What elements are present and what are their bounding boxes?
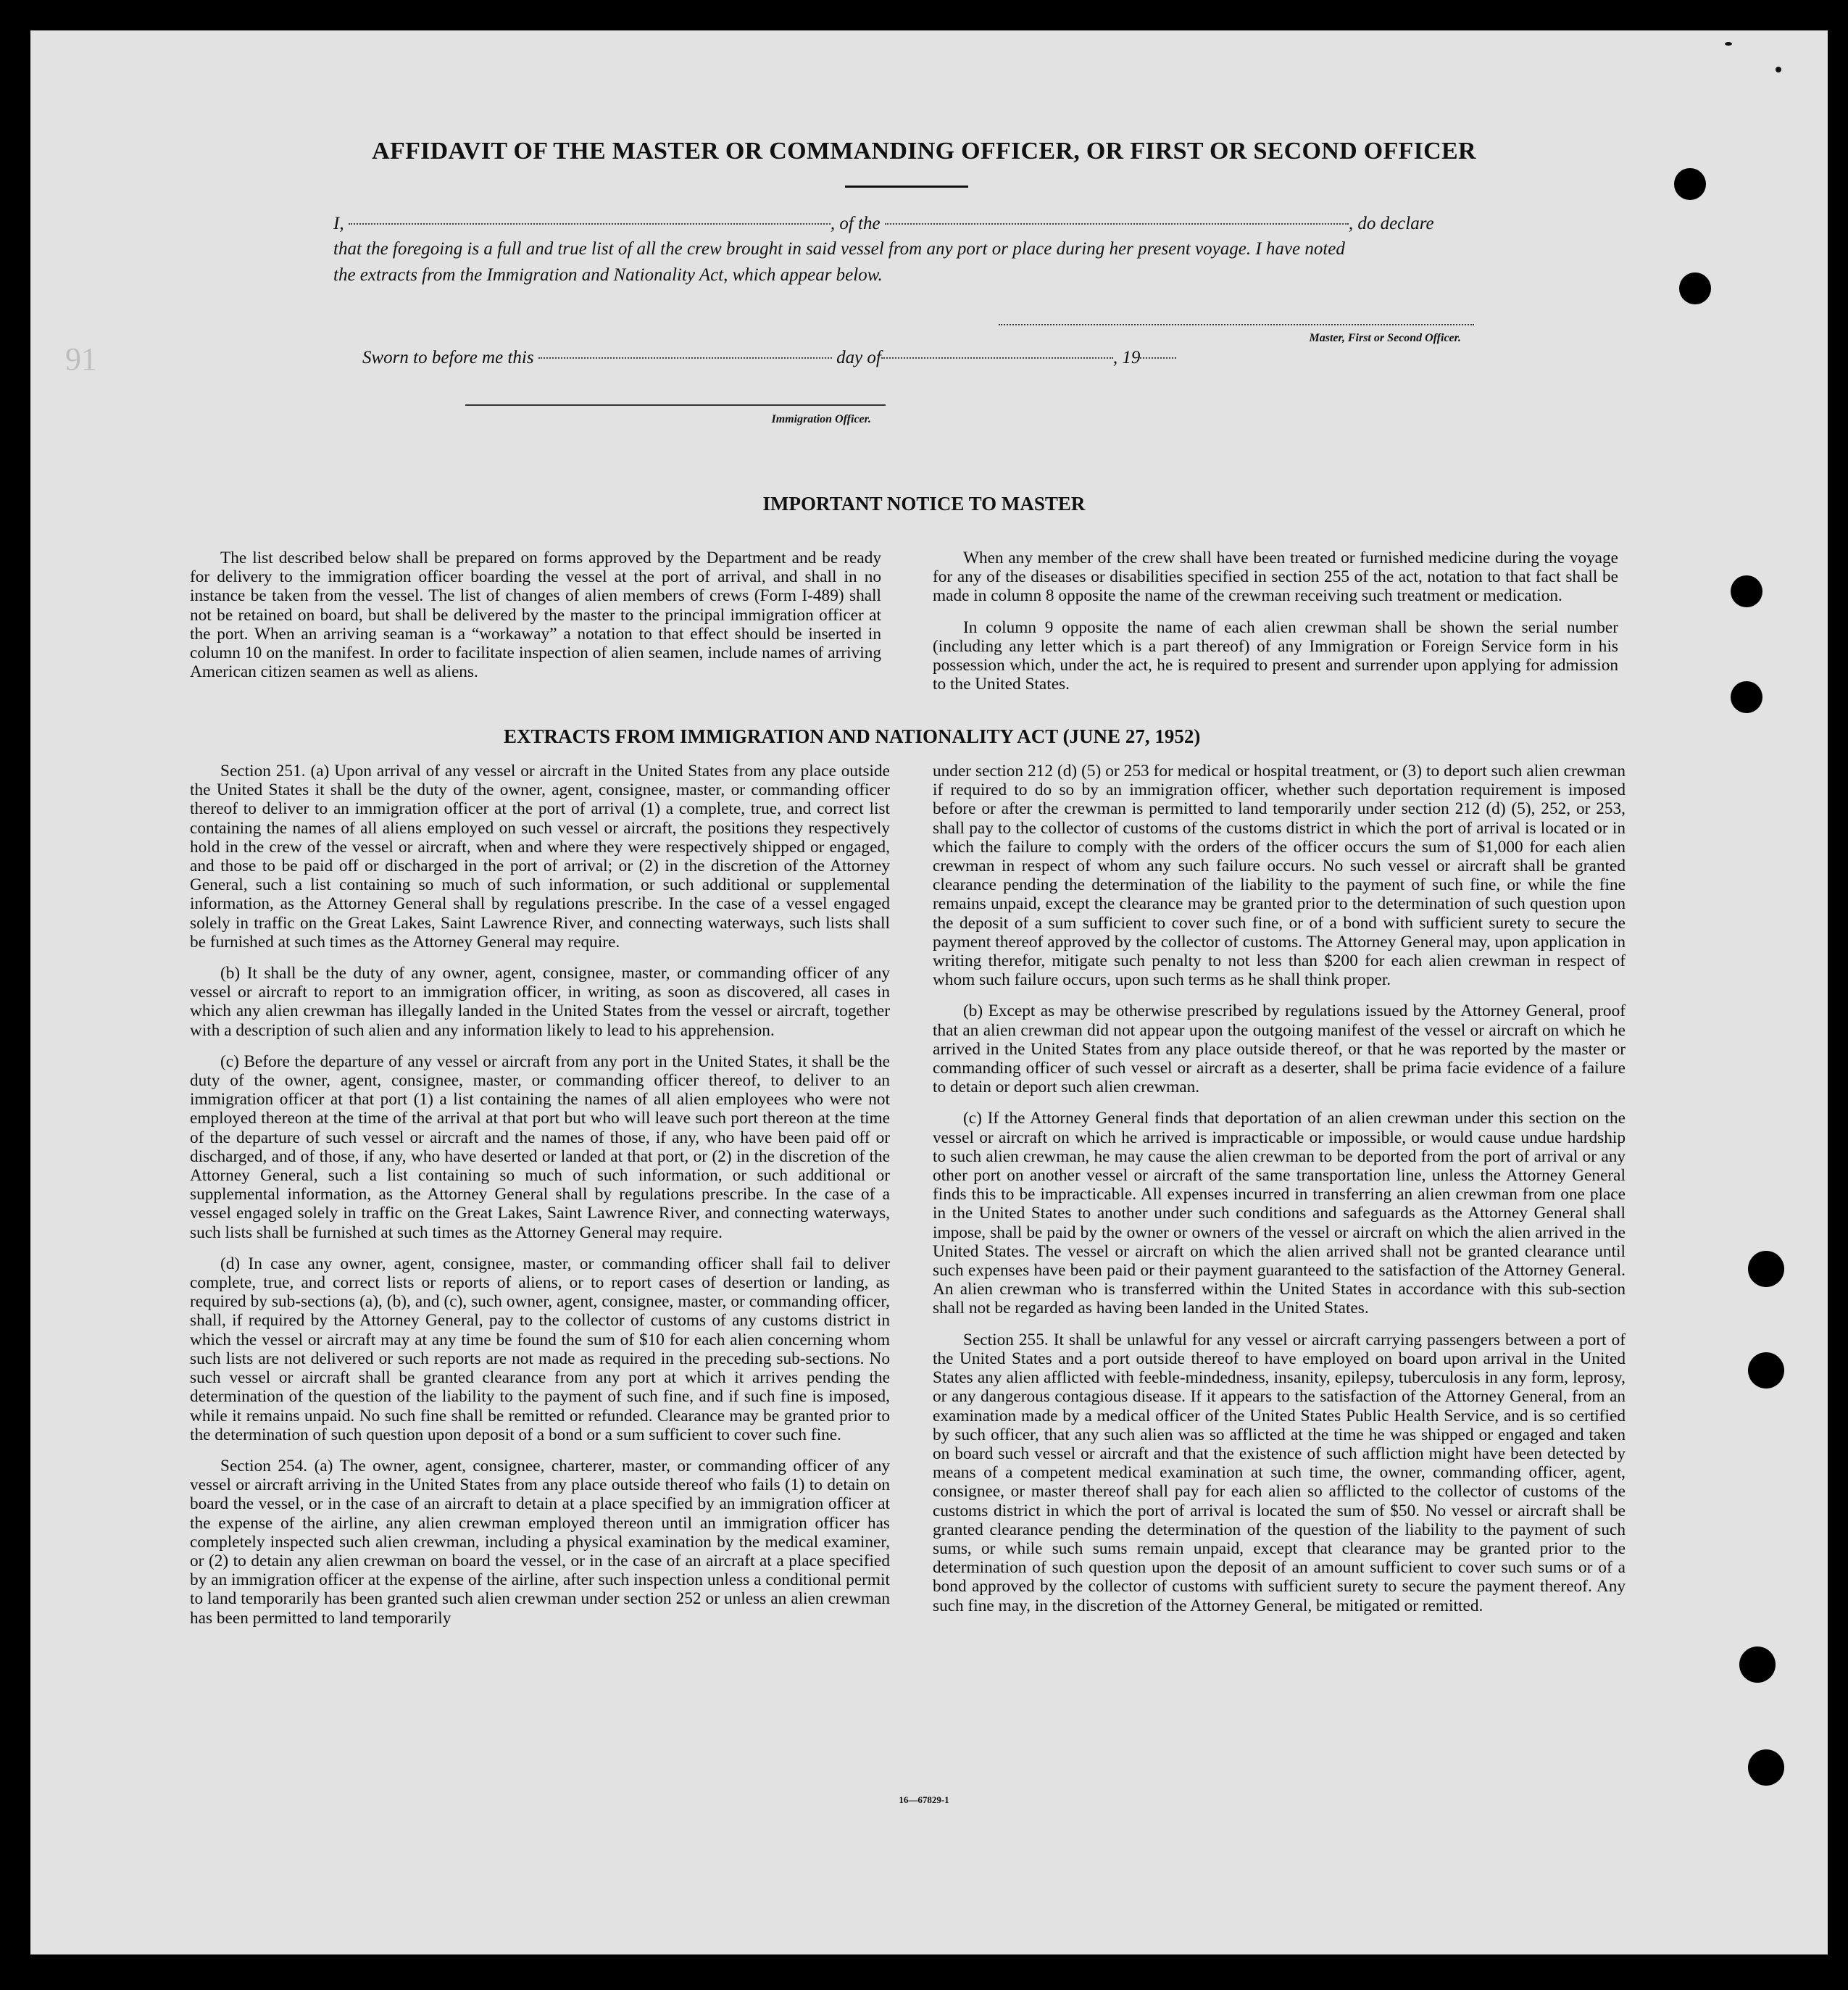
sworn-line: [362, 348, 1176, 368]
extracts-left-column: [190, 762, 890, 1628]
extracts-right-column: [933, 762, 1626, 1615]
form-number: 16—67829-1: [899, 1794, 949, 1805]
sworn-prefix: Sworn to before me this: [362, 348, 534, 367]
sworn-day-of: day of: [836, 348, 881, 367]
notice-left-column: [190, 549, 881, 681]
declare-of-the: , of the: [830, 214, 881, 233]
punch-hole: [1739, 1646, 1776, 1683]
extracts-title: EXTRACTS FROM IMMIGRATION AND NATIONALITY ACT (JUNE 27, 1952): [504, 725, 1201, 747]
punch-hole: [1748, 1749, 1784, 1786]
punch-hole: [1748, 1251, 1784, 1287]
declare-i: I,: [333, 214, 344, 233]
affidavit-title: AFFIDAVIT OF THE MASTER OR COMMANDING OFFICER, OR FIRST OR SECOND OFFICER: [372, 138, 1476, 165]
section-251-b: (b) It shall be the duty of any owner, agent, consignee, master, or commanding officer of any vessel or aircraft to report to an immigration officer, in writing, as soon as discovered, all cases in which any alien crewman has illegally landed in the United States from the vessel or aircraft, together with a description of such alien and any information likely to lead to his apprehension.: [190, 964, 890, 1040]
punch-hole: [1748, 1352, 1784, 1389]
section-251-a: Section 251. (a) Upon arrival of any vessel or aircraft in the United States from any place outside the United States it shall be the duty of the owner, agent, consignee, master, or commanding officer thereof to deliver to an immigration officer at the port of arrival (1) a complete, true, and correct list containing the names of all aliens employed on such vessel or aircraft, the positions they respectively hold in the crew of the vessel or aircraft, when and where they were respectively shipped or engaged, and those to be paid off or discharged in the port of arrival; or (2) in the discretion of the Attorney General, such a list containing so much of such information, or such additional or supplemental information, as the Attorney General shall by regulations prescribe. In the case of a vessel engaged solely in traffic on the Great Lakes, Saint Lawrence River, and connecting waterways, such lists shall be furnished at such times as the Attorney General may require.: [190, 762, 890, 952]
notice-right-column: [933, 549, 1618, 694]
section-254-a-continued: under section 212 (d) (5) or 253 for medical or hospital treatment, or (3) to deport such alien crewman if required to do so by an immigration officer, whether such deportation requirement is imposed before or after the crewman is permitted to land temporarily under section 212 (d) (5), 252, or 253, shall pay to the collector of customs of the customs district in which the port of arrival is located or in which the failure to comply with the orders of the officer occurs the sum of $1,000 for each alien crewman in respect of whom any such failure occurs. No such vessel or aircraft shall be granted clearance pending the determination of the liability to the payment of such fine, or while the fine remains unpaid, except the clearance may be granted prior to the determination of such question upon the deposit of a sum sufficient to cover such fine, or of a bond with sufficient surety to secure the payment thereof approved by the collector of customs. The Attorney General may, upon application in writing therefor, mitigate such penalty to not less than $200 for each alien crewman in respect of whom such failure occurs, upon such terms as he shall think proper.: [933, 762, 1626, 990]
section-251-c: (c) Before the departure of any vessel or aircraft from any port in the United States, it shall be the duty of the owner, agent, consignee, master, or commanding officer thereof, to deliver to an immigration officer at that port (1) a list containing the names of all alien employees who were not employed thereon at the time of the arrival at that port but who will leave such port thereon at the time of the departure of such vessel or aircraft and the names of those, if any, who have been paid off or discharged, and of those, if any, who have deserted or landed at that port, or (2) in the discretion of the Attorney General, such a list containing so much of such information, or such additional or supplemental information, as the Attorney General shall by regulations prescribe. In the case of a vessel engaged solely in traffic on the Great Lakes, Saint Lawrence River, and connecting waterways, such lists shall be furnished at such times as the Attorney General may require.: [190, 1052, 890, 1242]
title-rule: [845, 186, 968, 188]
section-254-c: (c) If the Attorney General finds that deportation of an alien crewman under this section on the vessel or aircraft on which he arrived is impracticable or impossible, or would cause undue hardship to such alien crewman, he may cause the alien crewman to be deported from the port of arrival or any other port on another vessel or aircraft of the same transportation line, unless the Attorney General finds this to be impracticable. All expenses incurred in transferring an alien crewman from one place in the United States to another under such conditions and safeguards as the Attorney General shall impose, shall be paid by the owner or owners of the vessel or aircraft on which the alien arrived in the United States. The vessel or aircraft on which the alien arrived shall not be granted clearance until such expenses have been paid or their payment guaranteed to the satisfaction of the Attorney General. An alien crewman who is transferred within the United States in accordance with this sub-section shall not be regarded as having been landed in the United States.: [933, 1109, 1626, 1318]
punch-hole: [1731, 575, 1762, 607]
sworn-month-field[interactable]: [881, 357, 1113, 359]
declarant-name-field[interactable]: [349, 223, 831, 225]
notice-paragraph: The list described below shall be prepared on forms approved by the Department and be ready for delivery to the immigration officer boarding the vessel at the port of arrival, and shall in no instance be taken from the vessel. The list of changes of alien members of crews (Form I-489) shall not be retained on board, but shall be delivered by the master to the principal immigration officer at the port. When an arriving seaman is a “workaway” a notation to that effect should be inserted in column 10 on the manifest. In order to facilitate inspection of alien seamen, include names of arriving American citizen seamen as well as aliens.: [190, 549, 881, 682]
vessel-name-field[interactable]: [885, 223, 1349, 225]
punch-hole: [1679, 272, 1711, 304]
sworn-year: , 19: [1112, 348, 1141, 367]
notice-title: IMPORTANT NOTICE TO MASTER: [762, 493, 1086, 515]
speck: [1725, 42, 1732, 46]
sworn-day-field[interactable]: [538, 357, 832, 359]
signature-label: Master, First or Second Officer.: [1309, 332, 1461, 344]
declaration-line: [333, 214, 1476, 234]
declaration-line-2: that the foregoing is a full and true list of all the crew brought in said vessel from any port or place during her present voyage. I have noted: [333, 239, 1345, 259]
speck: [1776, 67, 1781, 72]
sworn-year-field[interactable]: [1140, 357, 1176, 359]
section-255: Section 255. It shall be unlawful for any vessel or aircraft carrying passengers between a port of the United States and a port outside thereof to have employed on board upon arrival in the United States any alien afflicted with feeble-mindedness, insanity, epilepsy, tuberculosis in any form, leprosy, or any dangerous contagious disease. If it appears to the satisfaction of the Attorney General, from an examination made by a medical officer of the United States Public Health Service, and is so certified by such officer, that any such alien was so afflicted at the time he was shipped or engaged and taken on board such vessel or aircraft and that the existence of such affliction might have been detected by means of a competent medical examination at such time, the owner, commanding officer, agent, consignee, or master thereof shall pay for each alien so afflicted to the collector of customs of the customs district in which the port of arrival is located the sum of $50. No vessel or aircraft shall be granted clearance pending the determination of the question of the liability to the payment of such sums, or while such sums remain unpaid, except that clearance may be granted prior to the determination of such question upon the deposit of an amount sufficient to cover such sums or of a bond approved by the collector of customs with sufficient surety to secure the payment thereof. Any such fine may, in the discretion of the Attorney General, be mitigated or remitted.: [933, 1330, 1626, 1615]
section-254-b: (b) Except as may be otherwise prescribed by regulations issued by the Attorney General, proof that an alien crewman did not appear upon the outgoing manifest of the vessel or aircraft on which he arrived in the United States from any place outside thereof, or that he was reported by the master or commanding officer of such vessel or aircraft as a deserter, shall be prima facie evidence of a failure to detain or deport such alien crewman.: [933, 1002, 1626, 1097]
section-251-d: (d) In case any owner, agent, consignee, master, or commanding officer shall fail to deliver complete, true, and correct lists or reports of aliens, or to report cases of desertion or landing, as required by sub-sections (a), (b), and (c), such owner, agent, consignee, master, or commanding officer, shall, if required by the Attorney General, pay to the collector of customs of any customs district in which the vessel or aircraft may at any time be found the sum of $10 for each alien concerning whom such lists are not delivered or such reports are not made as required in the preceding sub-sections. No such vessel or aircraft shall be granted clearance from any port at which it arrives pending the determination of the question of the liability to the payment of such fine, and if such fine is imposed, while it remains unpaid. No such fine shall be remitted or refunded. Clearance may be granted prior to the determination of such question upon deposit of a bond or a sum sufficient to cover such fine.: [190, 1254, 890, 1444]
declare-end: , do declare: [1348, 214, 1434, 233]
section-254-a: Section 254. (a) The owner, agent, consignee, charterer, master, or commanding officer of any vessel or aircraft arriving in the United States from any place outside thereof who fails (1) to detain on board the vessel, or in the case of an aircraft to detain at a place specified by an immigration officer at the expense of the airline, any alien crewman employed thereon until an immigration officer has completely inspected such alien crewman, including a physical examination by the medical examiner, or (2) to detain any alien crewman on board the vessel, or in the case of an aircraft at a place specified by an immigration officer at the expense of the airline, after such inspection unless a conditional permit to land temporarily has been granted such alien crewman under section 252 or unless an alien crewman has been permitted to land temporarily: [190, 1456, 890, 1628]
notice-paragraph: In column 9 opposite the name of each alien crewman shall be shown the serial number (including any letter which is a part thereof) of any Immigration or Foreign Service form in his possession which, under the act, he is required to present and surrender upon applying for admission to the United States.: [933, 617, 1618, 694]
punch-hole: [1731, 681, 1762, 713]
declaration-line-3: the extracts from the Immigration and Nationality Act, which appear below.: [333, 265, 883, 285]
punch-hole: [1674, 168, 1706, 200]
signature-field[interactable]: [999, 324, 1474, 325]
immigration-officer-signature-field[interactable]: [465, 404, 886, 406]
immigration-officer-label: Immigration Officer.: [771, 413, 871, 425]
notice-paragraph: When any member of the crew shall have been treated or furnished medicine during the voyage for any of the diseases or disabilities specified in section 255 of the act, notation to that fact shall be made in column 8 opposite the name of the crewman receiving such treatment or medication.: [933, 549, 1618, 606]
margin-mark: 91: [65, 341, 97, 377]
